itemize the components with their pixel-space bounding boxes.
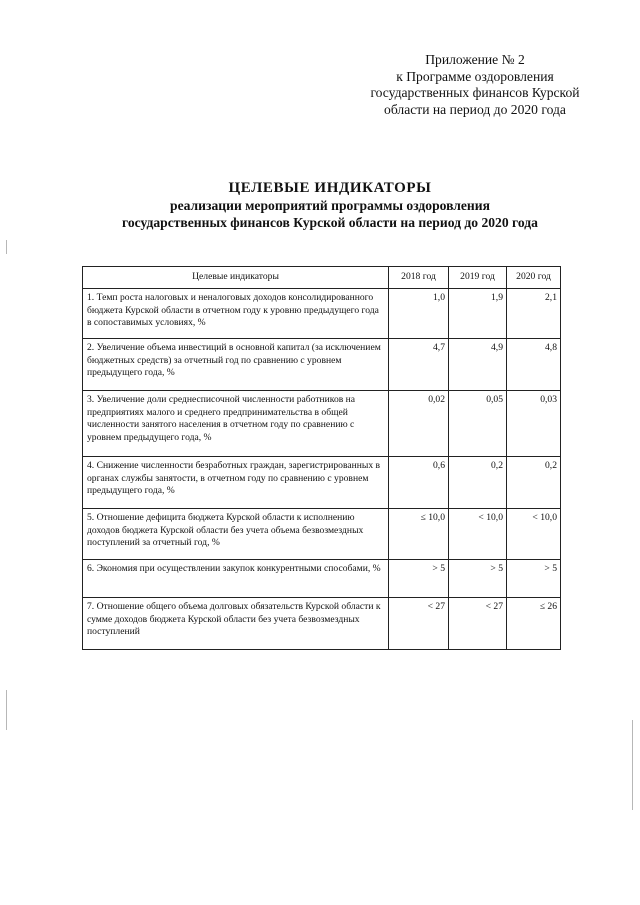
scan-margin-mark — [632, 720, 633, 810]
appendix-line: Приложение № 2 — [425, 52, 525, 67]
indicators-table — [82, 266, 561, 650]
table-row — [83, 289, 561, 339]
table-row — [83, 339, 561, 391]
value-2019: 0,2 — [449, 457, 507, 509]
value-2019: 0,05 — [449, 391, 507, 457]
column-header-2018: 2018 год — [389, 267, 449, 289]
value-2018: 4,7 — [389, 339, 449, 391]
title-subtitle-line: государственных финансов Курской области на период до 2020 года — [122, 215, 538, 230]
appendix-line: государственных финансов Курской — [370, 85, 580, 100]
indicator-description: 4. Снижение численности безработных граждан, зарегистрированных в органах службы занятости, в отчетном году по сравнению с уровнем предыдущего года, % — [83, 457, 389, 509]
value-2020: < 10,0 — [507, 509, 561, 560]
value-2020: 4,8 — [507, 339, 561, 391]
indicator-description: 1. Темп роста налоговых и неналоговых доходов консолидированного бюджета Курской области в отчетном году к уровню предыдущего года в сопоставимых условиях, % — [83, 289, 389, 339]
table-header-row — [83, 267, 561, 289]
table-row — [83, 391, 561, 457]
value-2019: > 5 — [449, 560, 507, 598]
indicator-description: 6. Экономия при осуществлении закупок конкурентными способами, % — [83, 560, 389, 598]
value-2020: 2,1 — [507, 289, 561, 339]
table-row — [83, 598, 561, 650]
value-2019: 1,9 — [449, 289, 507, 339]
indicator-description: 7. Отношение общего объема долговых обязательств Курской области к сумме доходов бюджета Курской области без учета безвозмездных поступлений — [83, 598, 389, 650]
scan-margin-mark — [6, 240, 7, 254]
value-2018: 0,6 — [389, 457, 449, 509]
value-2018: > 5 — [389, 560, 449, 598]
value-2019: < 27 — [449, 598, 507, 650]
indicator-description: 5. Отношение дефицита бюджета Курской области к исполнению доходов бюджета Курской области без учета объема безвозмездных поступлений за отчетный год, % — [83, 509, 389, 560]
table-row — [83, 457, 561, 509]
value-2019: < 10,0 — [449, 509, 507, 560]
value-2020: 0,03 — [507, 391, 561, 457]
column-header-2019: 2019 год — [449, 267, 507, 289]
table-row — [83, 509, 561, 560]
value-2020: > 5 — [507, 560, 561, 598]
title-subtitle-line: реализации мероприятий программы оздоровления — [170, 198, 490, 213]
indicator-description: 3. Увеличение доли среднесписочной численности работников на предприятиях малого и среднего предпринимательства в общей численности занятого населения в отчетном году по сравнению с уровнем предыдущего года, % — [83, 391, 389, 457]
value-2019: 4,9 — [449, 339, 507, 391]
appendix-line: к Программе оздоровления — [396, 68, 554, 84]
column-header-indicators: Целевые индикаторы — [83, 267, 389, 289]
column-header-2020: 2020 год — [507, 267, 561, 289]
scan-margin-mark — [6, 690, 7, 730]
indicator-description: 2. Увеличение объема инвестиций в основной капитал (за исключением бюджетных средств) за отчетный год по сравнению с уровнем предыдущего года, % — [83, 339, 389, 391]
table-row — [83, 560, 561, 598]
value-2018: < 27 — [389, 598, 449, 650]
value-2020: ≤ 26 — [507, 598, 561, 650]
document-title — [60, 180, 600, 231]
appendix-header — [330, 52, 620, 118]
appendix-line: области на период до 2020 года — [384, 101, 566, 117]
value-2018: ≤ 10,0 — [389, 509, 449, 560]
value-2018: 0,02 — [389, 391, 449, 457]
value-2020: 0,2 — [507, 457, 561, 509]
value-2018: 1,0 — [389, 289, 449, 339]
title-main: ЦЕЛЕВЫЕ ИНДИКАТОРЫ — [228, 180, 432, 196]
